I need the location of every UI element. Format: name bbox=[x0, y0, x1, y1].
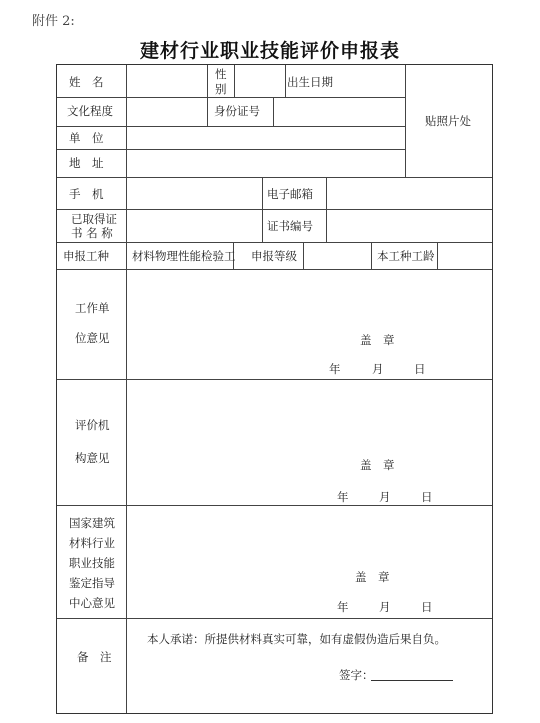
occupation-label: 申报工种 bbox=[63, 249, 109, 263]
unit-date-day: 日 bbox=[414, 362, 426, 376]
name-label: 姓 名 bbox=[69, 75, 104, 89]
obtained-cert-label-line2: 书 名 称 bbox=[71, 226, 113, 240]
occupation-value: 材料物理性能检验工 bbox=[132, 249, 236, 263]
birthdate-label: 出生日期 bbox=[287, 75, 333, 89]
level-label: 申报等级 bbox=[251, 249, 297, 263]
col-divider bbox=[207, 97, 208, 126]
employer-label: 单 位 bbox=[69, 131, 104, 145]
org-opinion-label-line2: 构意见 bbox=[75, 451, 110, 465]
col-divider bbox=[437, 242, 438, 269]
pledge-text: 本人承诺：所提供材料真实可靠，如有虚假伪造后果自负。 bbox=[147, 632, 446, 646]
row-divider bbox=[57, 269, 492, 270]
center-opinion-label-line4: 鉴定指导 bbox=[69, 576, 115, 590]
org-date-year: 年 bbox=[337, 490, 349, 504]
gender-label-line2: 别 bbox=[215, 82, 227, 96]
center-opinion-label-line5: 中心意见 bbox=[69, 596, 115, 610]
education-label: 文化程度 bbox=[67, 104, 113, 118]
center-seal-label: 盖 章 bbox=[355, 570, 390, 584]
unit-opinion-label-line1: 工作单 bbox=[75, 301, 110, 315]
gender-label-line1: 性 bbox=[215, 67, 227, 81]
org-seal-label: 盖 章 bbox=[360, 458, 395, 472]
unit-seal-label: 盖 章 bbox=[360, 333, 395, 347]
col-divider bbox=[405, 65, 406, 177]
unit-date-month: 月 bbox=[372, 362, 384, 376]
mobile-label: 手 机 bbox=[69, 187, 104, 201]
row-divider bbox=[57, 97, 405, 98]
row-divider bbox=[57, 209, 492, 210]
row-divider bbox=[57, 505, 492, 506]
email-label: 电子邮箱 bbox=[267, 187, 313, 201]
col-divider bbox=[207, 65, 208, 97]
signature-line bbox=[371, 680, 453, 681]
address-label: 地 址 bbox=[69, 156, 104, 170]
center-date-year: 年 bbox=[337, 600, 349, 614]
col-divider bbox=[126, 65, 127, 713]
row-divider bbox=[57, 149, 405, 150]
col-divider bbox=[371, 242, 372, 269]
org-opinion-label-line1: 评价机 bbox=[75, 418, 110, 432]
row-divider bbox=[57, 618, 492, 619]
center-date-day: 日 bbox=[421, 600, 433, 614]
col-divider bbox=[326, 177, 327, 242]
attachment-label: 附件 2: bbox=[32, 14, 75, 29]
remarks-label: 备 注 bbox=[77, 650, 112, 664]
col-divider bbox=[303, 242, 304, 269]
years-label: 本工种工龄 bbox=[377, 249, 435, 263]
row-divider bbox=[57, 177, 492, 178]
application-form-table bbox=[56, 64, 493, 714]
row-divider bbox=[57, 126, 405, 127]
id-number-label: 身份证号 bbox=[214, 104, 260, 118]
photo-placeholder-label: 贴照片处 bbox=[425, 114, 471, 128]
unit-opinion-label-line2: 位意见 bbox=[75, 331, 110, 345]
col-divider bbox=[234, 65, 235, 97]
col-divider bbox=[273, 97, 274, 126]
col-divider bbox=[262, 177, 263, 242]
row-divider bbox=[57, 379, 492, 380]
form-title: 建材行业职业技能评价申报表 bbox=[139, 40, 400, 62]
center-opinion-label-line3: 职业技能 bbox=[69, 556, 115, 570]
cert-number-label: 证书编号 bbox=[267, 219, 313, 233]
center-opinion-label-line2: 材料行业 bbox=[69, 536, 115, 550]
unit-date-year: 年 bbox=[329, 362, 341, 376]
signature-label: 签字： bbox=[339, 668, 374, 682]
org-date-month: 月 bbox=[379, 490, 391, 504]
org-date-day: 日 bbox=[421, 490, 433, 504]
obtained-cert-label-line1: 已取得证 bbox=[71, 212, 117, 226]
center-opinion-label-line1: 国家建筑 bbox=[69, 516, 115, 530]
center-date-month: 月 bbox=[379, 600, 391, 614]
col-divider bbox=[285, 65, 286, 97]
row-divider bbox=[57, 242, 492, 243]
